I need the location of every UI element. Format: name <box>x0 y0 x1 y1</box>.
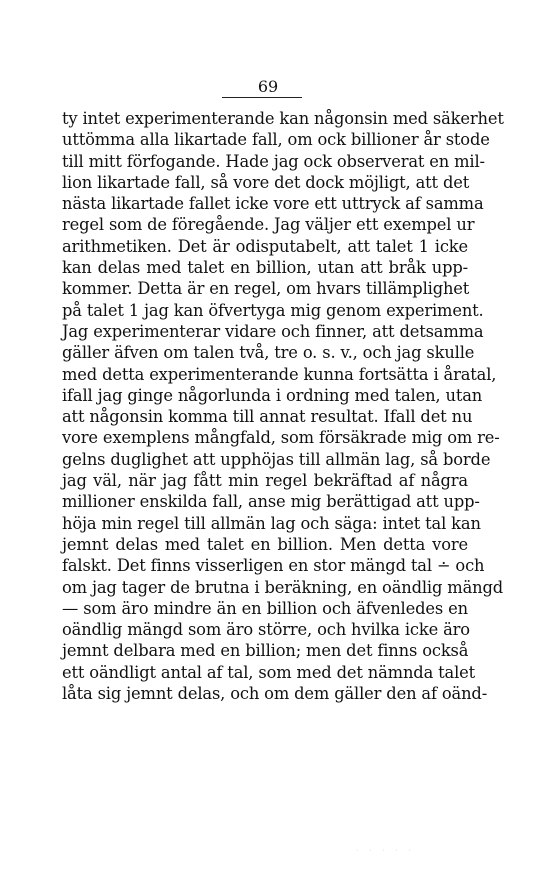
text-line: ifall jag ginge någorlunda i ordning med talen, utan <box>62 385 483 405</box>
text-line: arithmetiken. Det är odisputabelt, att talet 1 icke <box>62 236 468 256</box>
text-line: till mitt förfogande. Hade jag ock observerat en mil- <box>62 151 485 171</box>
text-line: — som äro mindre än en billion och äfvenledes en <box>62 598 468 618</box>
text-line: lion likartade fall, så vore det dock möjligt, att det <box>62 172 470 192</box>
text-line: jemnt delbara med en billion; men det finns också <box>62 641 469 661</box>
text-line: nästa likartade fallet icke vore ett uttryck af samma <box>62 194 484 214</box>
text-line: Jag experimenterar vidare och finner, att detsamma <box>62 321 484 341</box>
text-line: med detta experimenterande kunna fortsätta i åratal, <box>62 364 497 384</box>
text-line: om jag tager de brutna i beräkning, en oändlig mängd <box>62 577 504 597</box>
text-line: uttömma alla likartade fall, om ock billioner år stode <box>62 130 490 150</box>
text-line: falskt. Det finns visserligen en stor mängd tal ∸ och <box>62 556 485 576</box>
body-text <box>62 108 504 704</box>
text-line: låta sig jemnt delas, och om dem gäller den af oänd- <box>62 684 488 704</box>
text-line: gelns duglighet att upphöjas till allmän lag, så borde <box>62 449 491 469</box>
text-line: att någonsin komma till annat resultat. Ifall det nu <box>62 407 473 427</box>
text-line: regel som de föregående. Jag väljer ett exempel ur <box>62 215 475 235</box>
text-line: jag väl, när jag fått min regel bekräftad af några <box>62 471 468 491</box>
text-line: ett oändligt antal af tal, som med det nämnda talet <box>62 662 476 682</box>
text-line: oändlig mängd som äro större, och hvilka icke äro <box>62 620 470 640</box>
text-line: ty intet experimenterande kan någonsin med säkerhet <box>62 109 504 128</box>
text-line: kommer. Detta är en regel, om hvars tillämplighet <box>62 279 470 299</box>
text-line: höja min regel till allmän lag och säga: intet tal kan <box>62 513 481 533</box>
text-line: på talet 1 jag kan öfvertyga mig genom experiment. <box>62 300 484 320</box>
header-rule <box>222 97 302 98</box>
text-line: gäller äfven om talen två, tre o. s. v., och jag skulle <box>62 343 475 363</box>
text-line: vore exemplens mångfald, som försäkrade mig om re- <box>62 428 500 448</box>
text-line: millioner enskilda fall, anse mig berättigad att upp- <box>62 492 480 512</box>
page-number: 69 <box>257 77 279 96</box>
paper-specks: · · · · · <box>356 846 415 855</box>
text-line: jemnt delas med talet en billion. Men detta vore <box>62 534 468 554</box>
text-line: kan delas med talet en billion, utan att bråk upp- <box>62 258 468 278</box>
